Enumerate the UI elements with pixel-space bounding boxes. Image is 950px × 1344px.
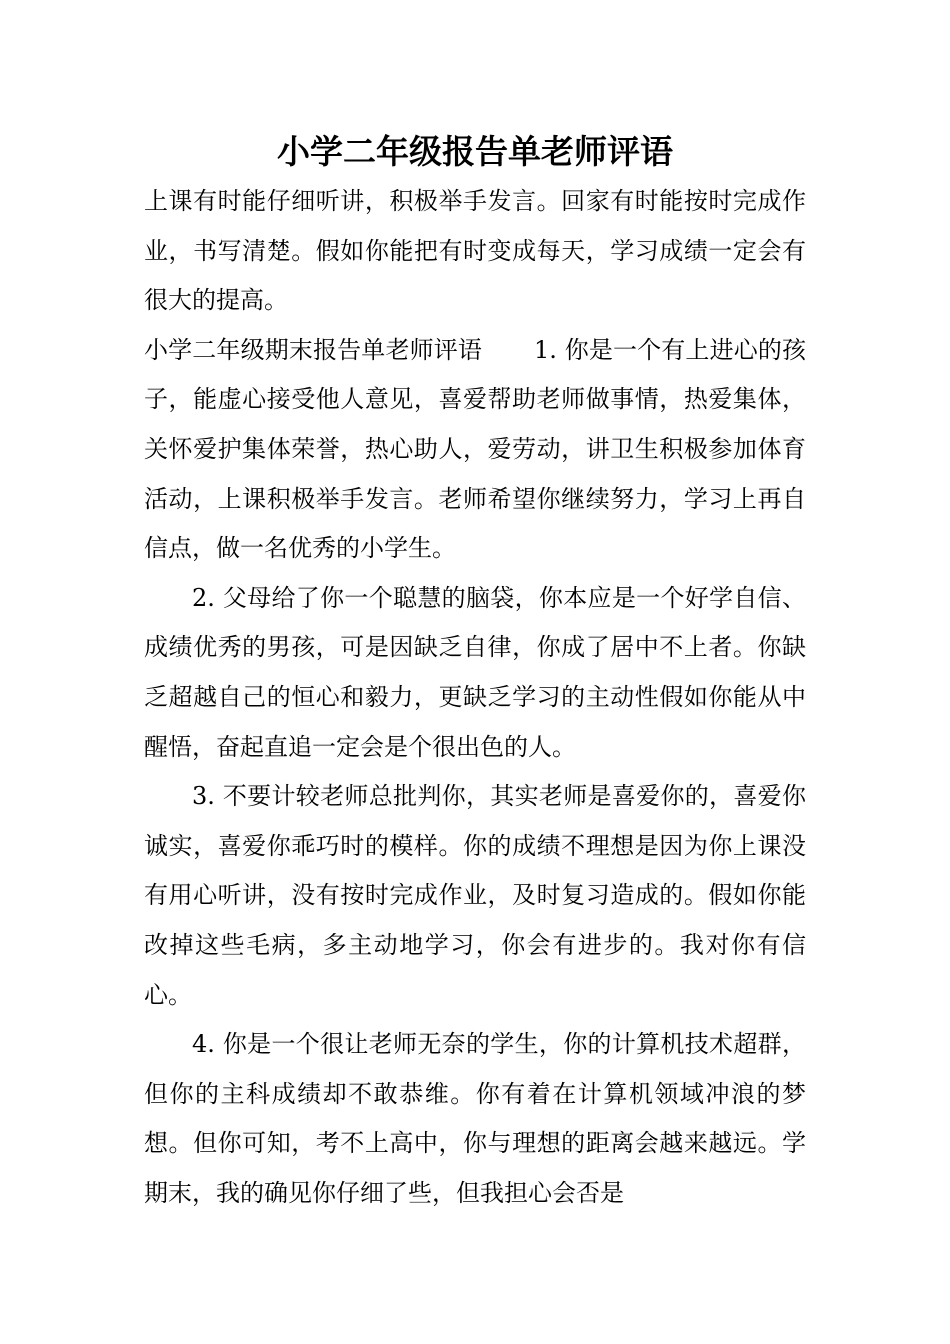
document-title: 小学二年级报告单老师评语	[277, 132, 673, 171]
intro-paragraph: 上课有时能仔细听讲，积极举手发言。回家有时能按时完成作业，书写清楚。假如你能把有时变成每天，学习成绩一定会有很大的提高。	[144, 187, 806, 315]
document-body	[144, 177, 806, 1218]
comment-item-3: 3. 不要计较老师总批判你，其实老师是喜爱你的，喜爱你诚实，喜爱你乖巧时的模样。你的成绩不理想是因为你上课没有用心听讲，没有按时完成作业，及时复习造成的。假如你能改掉这些毛病，多主动地学习，你会有进步的。我对你有信心。	[144, 782, 806, 1009]
section-heading: 小学二年级期末报告单老师评语	[144, 335, 483, 364]
comment-item-2: 2. 父母给了你一个聪慧的脑袋，你本应是一个好学自信、成绩优秀的男孩，可是因缺乏自律，你成了居中不上者。你缺乏超越自己的恒心和毅力，更缺乏学习的主动性假如你能从中醒悟，奋起直追一定会是个很出色的人。	[144, 583, 806, 761]
comment-item-1: 1. 你是一个有上进心的孩子，能虚心接受他人意见，喜爱帮助老师做事情，热爱集体，关怀爱护集体荣誉，热心助人，爱劳动，讲卫生积极参加体育活动，上课积极举手发言。老师希望你继续努力，学习上再自信点，做一名优秀的小学生。	[144, 335, 807, 563]
section-paragraph	[144, 326, 806, 574]
comment-item-4: 4. 你是一个很让老师无奈的学生，你的计算机技术超群，但你的主科成绩却不敢恭维。你有着在计算机领域冲浪的梦想。但你可知，考不上高中，你与理想的距离会越来越远。学期末，我的确见你仔细了些，但我担心会否是	[144, 1030, 806, 1207]
